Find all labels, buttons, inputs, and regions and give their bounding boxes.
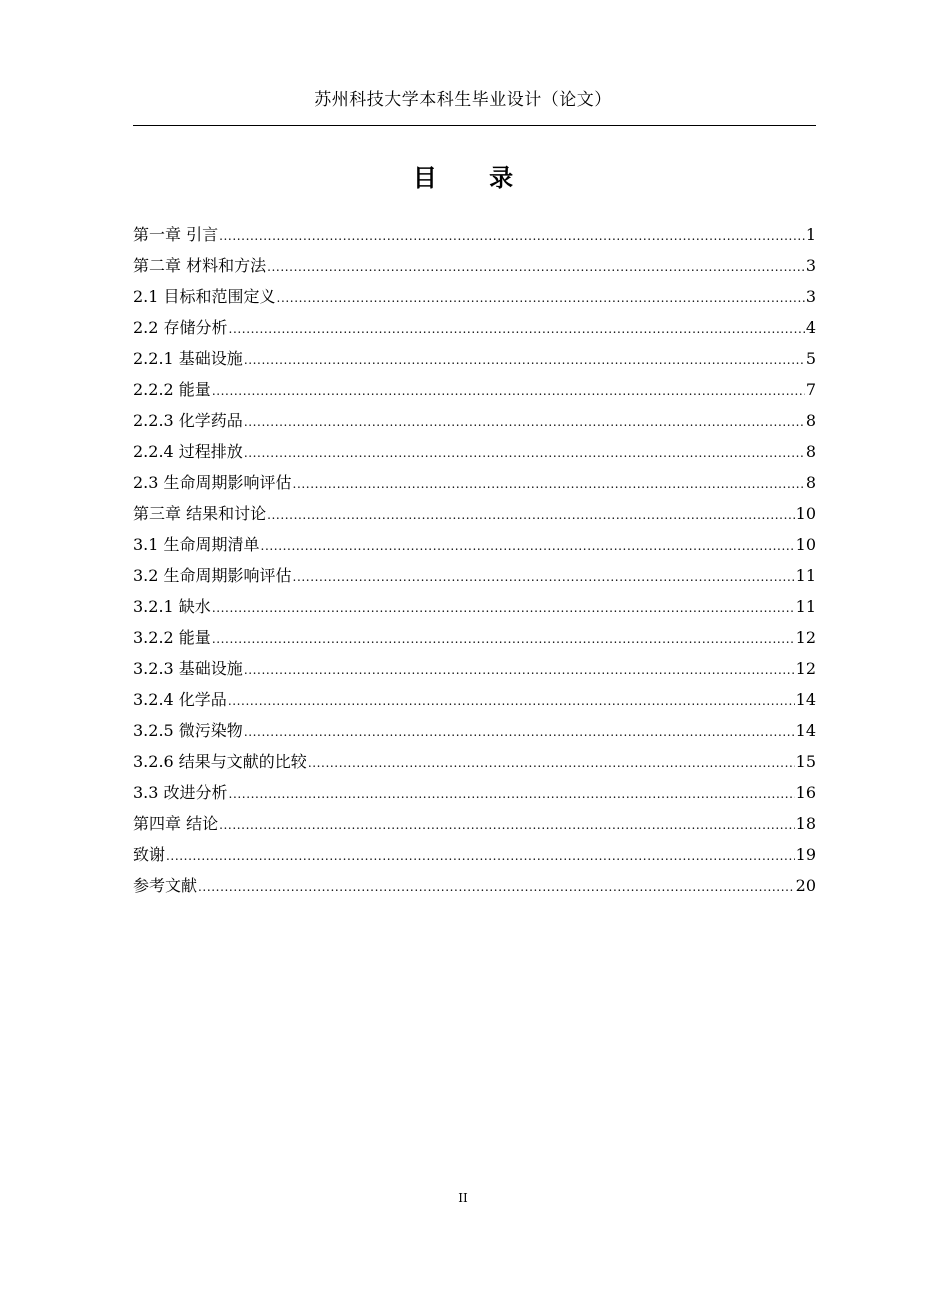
dot-leader bbox=[267, 252, 805, 283]
toc-entry-label: 第三章 结果和讨论 bbox=[133, 504, 267, 523]
dot-leader bbox=[244, 717, 795, 748]
toc-entry-label: 3.2.3 基础设施 bbox=[133, 659, 243, 678]
dot-leader bbox=[244, 438, 805, 469]
toc-entry[interactable] bbox=[133, 250, 816, 281]
toc-entry[interactable] bbox=[133, 684, 816, 715]
toc-entry-page: 3 bbox=[805, 287, 816, 306]
toc-entry-label: 3.1 生命周期清单 bbox=[133, 535, 260, 554]
toc-entry-page: 3 bbox=[805, 256, 816, 275]
toc-entry-label: 3.2 生命周期影响评估 bbox=[133, 566, 292, 585]
toc-entry[interactable] bbox=[133, 467, 816, 498]
dot-leader bbox=[229, 314, 805, 345]
toc-entry-label: 致谢 bbox=[133, 845, 166, 864]
toc-entry-label: 2.2.1 基础设施 bbox=[133, 349, 243, 368]
dot-leader bbox=[293, 562, 795, 593]
dot-leader bbox=[198, 872, 795, 903]
toc-entry-label: 3.2.6 结果与文献的比较 bbox=[133, 752, 307, 771]
toc-entry-page: 7 bbox=[805, 380, 816, 399]
dot-leader bbox=[277, 283, 805, 314]
dot-leader bbox=[244, 655, 795, 686]
dot-leader bbox=[166, 841, 795, 872]
dot-leader bbox=[212, 624, 795, 655]
toc-entry-label: 3.2.4 化学品 bbox=[133, 690, 227, 709]
toc-entry[interactable] bbox=[133, 808, 816, 839]
toc-entry-page: 8 bbox=[805, 473, 816, 492]
toc-entry[interactable] bbox=[133, 777, 816, 808]
dot-leader bbox=[244, 407, 805, 438]
table-of-contents bbox=[133, 219, 816, 901]
dot-leader bbox=[293, 469, 805, 500]
toc-entry[interactable] bbox=[133, 343, 816, 374]
toc-entry-label: 第四章 结论 bbox=[133, 814, 219, 833]
dot-leader bbox=[244, 345, 805, 376]
toc-entry[interactable] bbox=[133, 591, 816, 622]
toc-entry-page: 8 bbox=[805, 442, 816, 461]
toc-entry-page: 18 bbox=[795, 814, 816, 833]
dot-leader bbox=[229, 779, 795, 810]
toc-entry[interactable] bbox=[133, 870, 816, 901]
toc-entry[interactable] bbox=[133, 281, 816, 312]
dot-leader bbox=[267, 500, 795, 531]
toc-entry[interactable] bbox=[133, 374, 816, 405]
toc-entry[interactable] bbox=[133, 746, 816, 777]
toc-entry-label: 2.2.2 能量 bbox=[133, 380, 211, 399]
toc-entry-label: 2.2 存储分析 bbox=[133, 318, 228, 337]
toc-entry[interactable] bbox=[133, 529, 816, 560]
dot-leader bbox=[261, 531, 795, 562]
toc-entry-page: 11 bbox=[795, 597, 816, 616]
dot-leader bbox=[212, 376, 805, 407]
toc-entry-page: 20 bbox=[795, 876, 816, 895]
toc-entry-label: 2.1 目标和范围定义 bbox=[133, 287, 276, 306]
toc-entry-label: 2.2.4 过程排放 bbox=[133, 442, 243, 461]
toc-entry-label: 2.3 生命周期影响评估 bbox=[133, 473, 292, 492]
toc-heading: 目 录 bbox=[412, 163, 536, 192]
toc-entry[interactable] bbox=[133, 498, 816, 529]
toc-entry-page: 8 bbox=[805, 411, 816, 430]
toc-entry-page: 16 bbox=[795, 783, 816, 802]
toc-entry-page: 14 bbox=[795, 690, 816, 709]
dot-leader bbox=[212, 593, 795, 624]
dot-leader bbox=[228, 686, 795, 717]
toc-entry-page: 11 bbox=[795, 566, 816, 585]
toc-entry-page: 10 bbox=[795, 504, 816, 523]
toc-entry[interactable] bbox=[133, 560, 816, 591]
toc-entry-page: 15 bbox=[795, 752, 816, 771]
footer-page-number: II bbox=[458, 1191, 468, 1205]
toc-entry[interactable] bbox=[133, 622, 816, 653]
toc-entry[interactable] bbox=[133, 653, 816, 684]
toc-entry-page: 1 bbox=[805, 225, 816, 244]
toc-entry-label: 3.2.5 微污染物 bbox=[133, 721, 243, 740]
toc-entry-page: 14 bbox=[795, 721, 816, 740]
toc-entry-label: 参考文献 bbox=[133, 876, 198, 895]
running-header-title: 苏州科技大学本科生毕业设计（论文） bbox=[314, 90, 612, 110]
dot-leader bbox=[219, 221, 805, 252]
toc-entry-label: 3.3 改进分析 bbox=[133, 783, 228, 802]
toc-entry-label: 3.2.2 能量 bbox=[133, 628, 211, 647]
toc-entry[interactable] bbox=[133, 436, 816, 467]
toc-entry[interactable] bbox=[133, 839, 816, 870]
toc-entry-page: 12 bbox=[795, 659, 816, 678]
toc-entry-page: 5 bbox=[805, 349, 816, 368]
header-divider bbox=[133, 125, 816, 126]
toc-entry-page: 19 bbox=[795, 845, 816, 864]
toc-entry-label: 第一章 引言 bbox=[133, 225, 219, 244]
toc-entry[interactable] bbox=[133, 219, 816, 250]
toc-entry[interactable] bbox=[133, 405, 816, 436]
toc-entry[interactable] bbox=[133, 312, 816, 343]
dot-leader bbox=[308, 748, 795, 779]
dot-leader bbox=[219, 810, 795, 841]
toc-entry-label: 3.2.1 缺水 bbox=[133, 597, 211, 616]
toc-entry[interactable] bbox=[133, 715, 816, 746]
toc-entry-page: 12 bbox=[795, 628, 816, 647]
toc-entry-page: 4 bbox=[805, 318, 816, 337]
toc-entry-label: 第二章 材料和方法 bbox=[133, 256, 267, 275]
toc-entry-label: 2.2.3 化学药品 bbox=[133, 411, 243, 430]
toc-entry-page: 10 bbox=[795, 535, 816, 554]
